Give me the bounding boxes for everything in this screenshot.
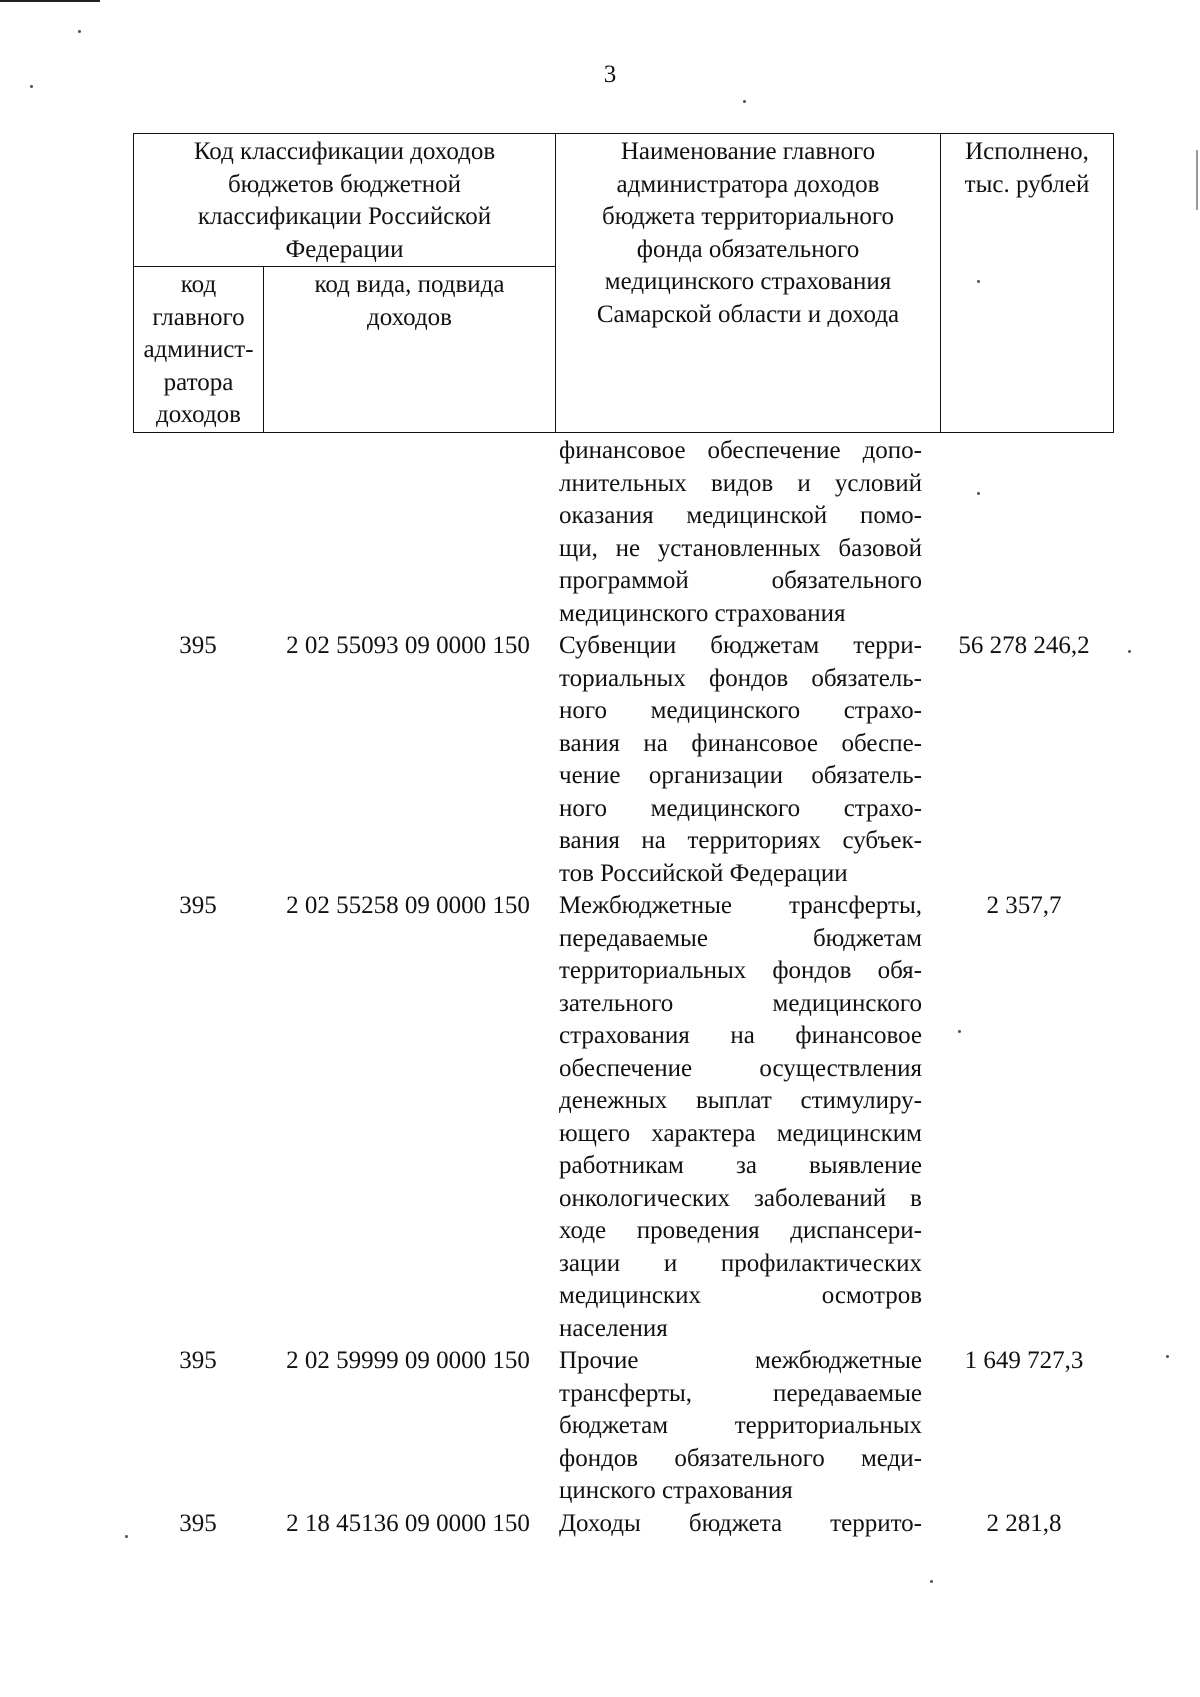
name-line: передаваемые бюджетам bbox=[559, 924, 922, 952]
name-line: медицинского страхования bbox=[559, 599, 846, 627]
name-line: зательного медицинского bbox=[559, 989, 922, 1017]
header-revenue-code-column: код вида, подвида доходов bbox=[264, 267, 556, 433]
revenue-code-cell: 2 18 45136 09 0000 150 bbox=[286, 1509, 530, 1537]
header-executed-column: Исполнено, тыс. рублей bbox=[941, 134, 1114, 433]
scan-speck bbox=[30, 85, 33, 88]
admin-code-cell: 395 bbox=[179, 1347, 217, 1374]
name-line: фондов обязательного меди- bbox=[559, 1444, 922, 1472]
name-line: ного медицинского страхо- bbox=[559, 697, 922, 724]
table-header bbox=[133, 133, 1114, 433]
name-line: обеспечение осуществления bbox=[559, 1054, 922, 1082]
header-classification-code-group: Код классификации доходов бюджетов бюджетной классификации Российской Федерации bbox=[134, 134, 556, 267]
revenue-code-cell: 2 02 55258 09 0000 150 bbox=[286, 892, 530, 919]
table-row bbox=[133, 630, 1113, 890]
name-line: вания на территориях субъек- bbox=[559, 827, 922, 854]
page-number: 3 bbox=[603, 61, 617, 88]
scan-speck bbox=[78, 30, 81, 33]
name-line: ториальных фондов обязатель- bbox=[559, 664, 922, 692]
name-line: медицинских осмотров bbox=[559, 1282, 922, 1309]
executed-amount-cell: 2 281,8 bbox=[986, 1509, 1062, 1537]
admin-code-cell: 395 bbox=[179, 892, 217, 919]
scan-edge-line bbox=[0, 0, 100, 2]
name-line: зации и профилактических bbox=[559, 1249, 922, 1277]
executed-amount-cell: 56 278 246,2 bbox=[958, 632, 1090, 659]
table-row bbox=[133, 1345, 1113, 1508]
name-line: денежных выплат стимулиру- bbox=[559, 1087, 922, 1114]
name-line: ющего характера медицинским bbox=[559, 1119, 922, 1147]
name-line: Межбюджетные трансферты, bbox=[559, 892, 922, 919]
revenue-name-cell bbox=[553, 890, 922, 1345]
name-line: вания на финансовое обеспе- bbox=[559, 729, 922, 757]
name-line: территориальных фондов обя- bbox=[559, 957, 922, 984]
revenue-name-cell bbox=[553, 630, 922, 890]
table-row bbox=[133, 890, 1113, 1345]
revenue-code-cell: 2 02 55093 09 0000 150 bbox=[286, 632, 530, 659]
executed-amount-cell: 2 357,7 bbox=[986, 892, 1062, 919]
table-row-continuation bbox=[133, 435, 1113, 630]
scan-speck bbox=[930, 1580, 933, 1583]
name-line: населения bbox=[559, 1314, 668, 1342]
name-line: программой обязательного bbox=[559, 567, 922, 594]
name-line: страхования на финансовое bbox=[559, 1022, 922, 1049]
name-line: бюджетам территориальных bbox=[559, 1412, 922, 1439]
name-line: ходе проведения диспансери- bbox=[559, 1217, 922, 1244]
name-line: работникам за выявление bbox=[559, 1152, 922, 1179]
name-line: онкологических заболеваний в bbox=[559, 1184, 922, 1212]
revenue-name-cell bbox=[553, 1345, 922, 1508]
name-line: Прочие межбюджетные bbox=[559, 1347, 922, 1374]
name-line: Субвенции бюджетам терри- bbox=[559, 632, 922, 659]
header-admin-code-column: код главного админист-ратора доходов bbox=[134, 267, 264, 433]
executed-amount-cell: 1 649 727,3 bbox=[964, 1347, 1084, 1374]
table-body bbox=[133, 435, 1113, 1540]
revenue-name-cell bbox=[553, 435, 922, 630]
name-line: оказания медицинской помо- bbox=[559, 502, 922, 529]
scan-speck bbox=[743, 100, 746, 103]
revenue-name-cell bbox=[553, 1508, 922, 1541]
name-line: цинского страхования bbox=[559, 1477, 793, 1504]
name-line: трансферты, передаваемые bbox=[559, 1379, 922, 1407]
scan-speck bbox=[1128, 650, 1131, 653]
table-row bbox=[133, 1508, 1113, 1541]
scan-speck bbox=[1166, 1355, 1169, 1358]
name-line: лнительных видов и условий bbox=[559, 469, 922, 497]
name-line: чение организации обязатель- bbox=[559, 762, 922, 789]
scan-edge-line bbox=[1196, 150, 1198, 210]
name-line: финансовое обеспечение допо- bbox=[559, 437, 922, 464]
name-line: ного медицинского страхо- bbox=[559, 794, 922, 822]
scan-speck bbox=[125, 1535, 128, 1538]
admin-code-cell: 395 bbox=[179, 1509, 217, 1537]
admin-code-cell: 395 bbox=[179, 632, 217, 659]
name-line: Доходы бюджета террито- bbox=[559, 1509, 922, 1537]
name-line: тов Российской Федерации bbox=[559, 859, 848, 887]
name-line: щи, не установленных базовой bbox=[559, 534, 922, 562]
header-name-column: Наименование главного администратора доходов бюджета территориального фонда обязательного медицинского страхования Самарской области и дохода bbox=[556, 134, 941, 433]
revenue-code-cell: 2 02 59999 09 0000 150 bbox=[286, 1347, 530, 1374]
